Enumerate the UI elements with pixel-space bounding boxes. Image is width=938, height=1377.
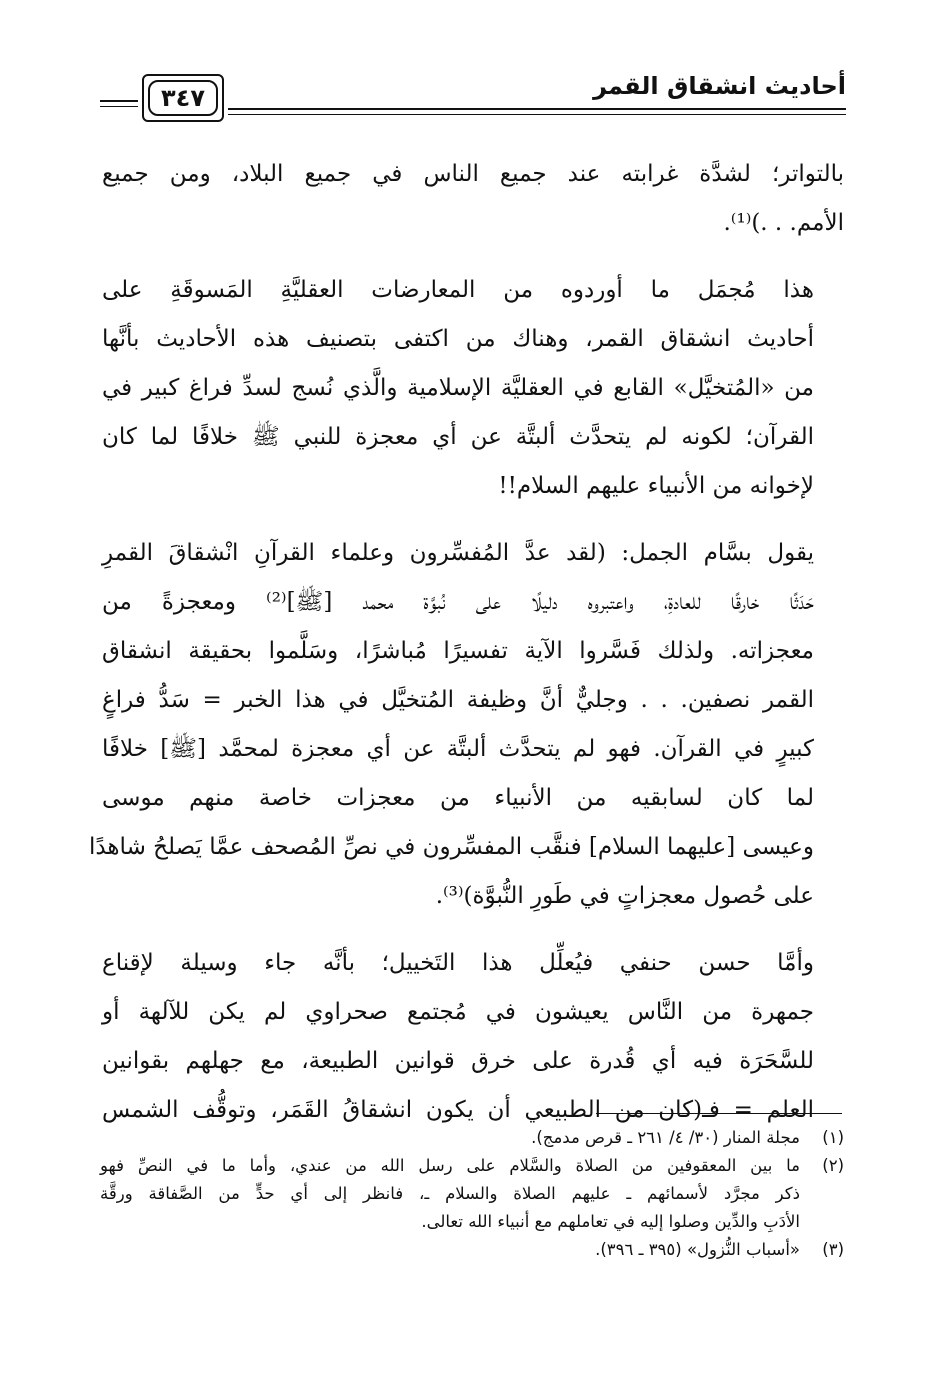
footnote-line: ذكر مجرَّد لأسمائهم ـ عليهم الصلاة والسلام ـ، فانظر إلى أي حدٍّ من الصَّفاقة ورقَّة xyxy=(100,1184,800,1203)
text-line: جمهرة من النَّاس يعيشون في مُجتمع صحراوي لم يكن للآلهة أو xyxy=(102,999,814,1025)
text-line: القمر نصفين. . . وجليٌّ أنَّ وظيفة المُتخيَّل في هذا الخبر = سَدُّ فراغٍ xyxy=(102,687,814,713)
text-line: على حُصول معجزاتٍ في طَورِ النُّبوَّة)⁽³⁾. xyxy=(435,883,814,909)
text-line: يقول بسَّام الجمل: (لقد عدَّ المُفسِّرون وعلماء القرآنِ انْشقاقَ القمرِ xyxy=(102,540,814,566)
text-line: من «المُتخيَّل» القابع في العقليَّة الإسلامية والَّذي نُسج لسدِّ فراغ كبير في xyxy=(102,375,814,401)
footnote-text xyxy=(100,1152,800,1236)
footnote-line: «أسباب النُّزول» (٣٩٥ ـ ٣٩٦). xyxy=(595,1240,800,1259)
paragraph xyxy=(102,150,844,248)
footnote-line: ما بين المعقوفين من الصلاة والسَّلام على رسل الله من عندي، وأما ما في النصِّ فهو xyxy=(100,1156,800,1175)
footnote xyxy=(100,1152,844,1236)
text-line: للسَّحَرَة فيه أي قُدرة على خرق قوانين الطبيعة، مع جهلهم بقوانين xyxy=(102,1048,814,1074)
text-line: أحاديث انشقاق القمر، وهناك من اكتفى بتصنيف هذه الأحاديث بأنَّها xyxy=(102,326,814,352)
footnote-separator xyxy=(596,1113,842,1114)
footnote-line: الأدَبِ والدِّين وصلوا إليه في تعاملهم مع أنبياء الله تعالى. xyxy=(421,1212,800,1231)
main-text xyxy=(88,150,844,1153)
paragraph xyxy=(102,939,844,1135)
header-rule xyxy=(228,114,846,115)
page-header xyxy=(100,72,846,130)
page-number-frame xyxy=(142,74,224,122)
footnote-line: مجلة المنار (٣٠/ ٤/ ٢٦١ ـ قرص مدمج). xyxy=(531,1128,800,1147)
header-rule xyxy=(100,100,138,102)
text-line: معجزاته. ولذلك فَسَّروا الآية تفسيرًا مُباشرًا، وسَلَّموا بحقيقة انشقاق xyxy=(102,638,814,664)
footnote-text xyxy=(100,1236,800,1264)
text-line: العلم = فـ(كان من الطبيعي أن يكون انشقاقُ القَمَر، وتوقُّف الشمس xyxy=(102,1097,814,1123)
text-line: بالتواتر؛ لشدَّة غرابته عند جميع الناس في جميع البلاد، ومن جميع xyxy=(102,161,844,187)
text-line: حَدَثًا خارقًا للعادةِ، واعتبروه دليلًا على نُبوَّة محمد [ﷺ]⁽²⁾ ومعجزةً من xyxy=(102,589,814,615)
page-number: ٣٤٧ xyxy=(148,80,218,116)
footnote-text xyxy=(100,1124,800,1152)
footnote xyxy=(100,1236,844,1264)
running-title: أحاديث انشقاق القمر xyxy=(593,72,846,100)
text-line: كبيرٍ في القرآن. فهو لم يتحدَّث ألبتَّة عن أي معجزة لمحمَّد [ﷺ] خلافًا xyxy=(102,736,814,762)
text-line: وعيسى [عليهما السلام] فنقَّب المفسِّرون في نصِّ المُصحف عمَّا يَصلحُ شاهدًا xyxy=(88,834,814,860)
footnote-number: (٢) xyxy=(822,1156,844,1175)
header-rule xyxy=(100,106,138,107)
footnote-number: (٣) xyxy=(822,1240,844,1259)
text-line: لإخوانه من الأنبياء عليهم السلام!! xyxy=(498,473,814,499)
text-line: وأمَّا حسن حنفي فيُعلِّل هذا التَخييل؛ بأنَّه جاء وسيلة لإقناع xyxy=(102,950,814,976)
footnote-number: (١) xyxy=(822,1128,844,1147)
text-line: هذا مُجمَل ما أوردوه من المعارضات العقليَّةِ المَسوقَةِ على xyxy=(102,277,814,303)
footnote xyxy=(100,1124,844,1152)
text-line: الأمم. . .)⁽¹⁾. xyxy=(723,210,844,236)
paragraph xyxy=(88,529,844,921)
paragraph xyxy=(102,266,844,511)
text-line: لما كان لسابقيه من الأنبياء من معجزات خاصة منهم موسى xyxy=(102,785,814,811)
text-line: القرآن؛ لكونه لم يتحدَّث ألبتَّة عن أي معجزة للنبي ﷺ خلافًا لما كان xyxy=(102,424,814,450)
footnotes xyxy=(100,1124,844,1264)
header-rule xyxy=(228,108,846,110)
